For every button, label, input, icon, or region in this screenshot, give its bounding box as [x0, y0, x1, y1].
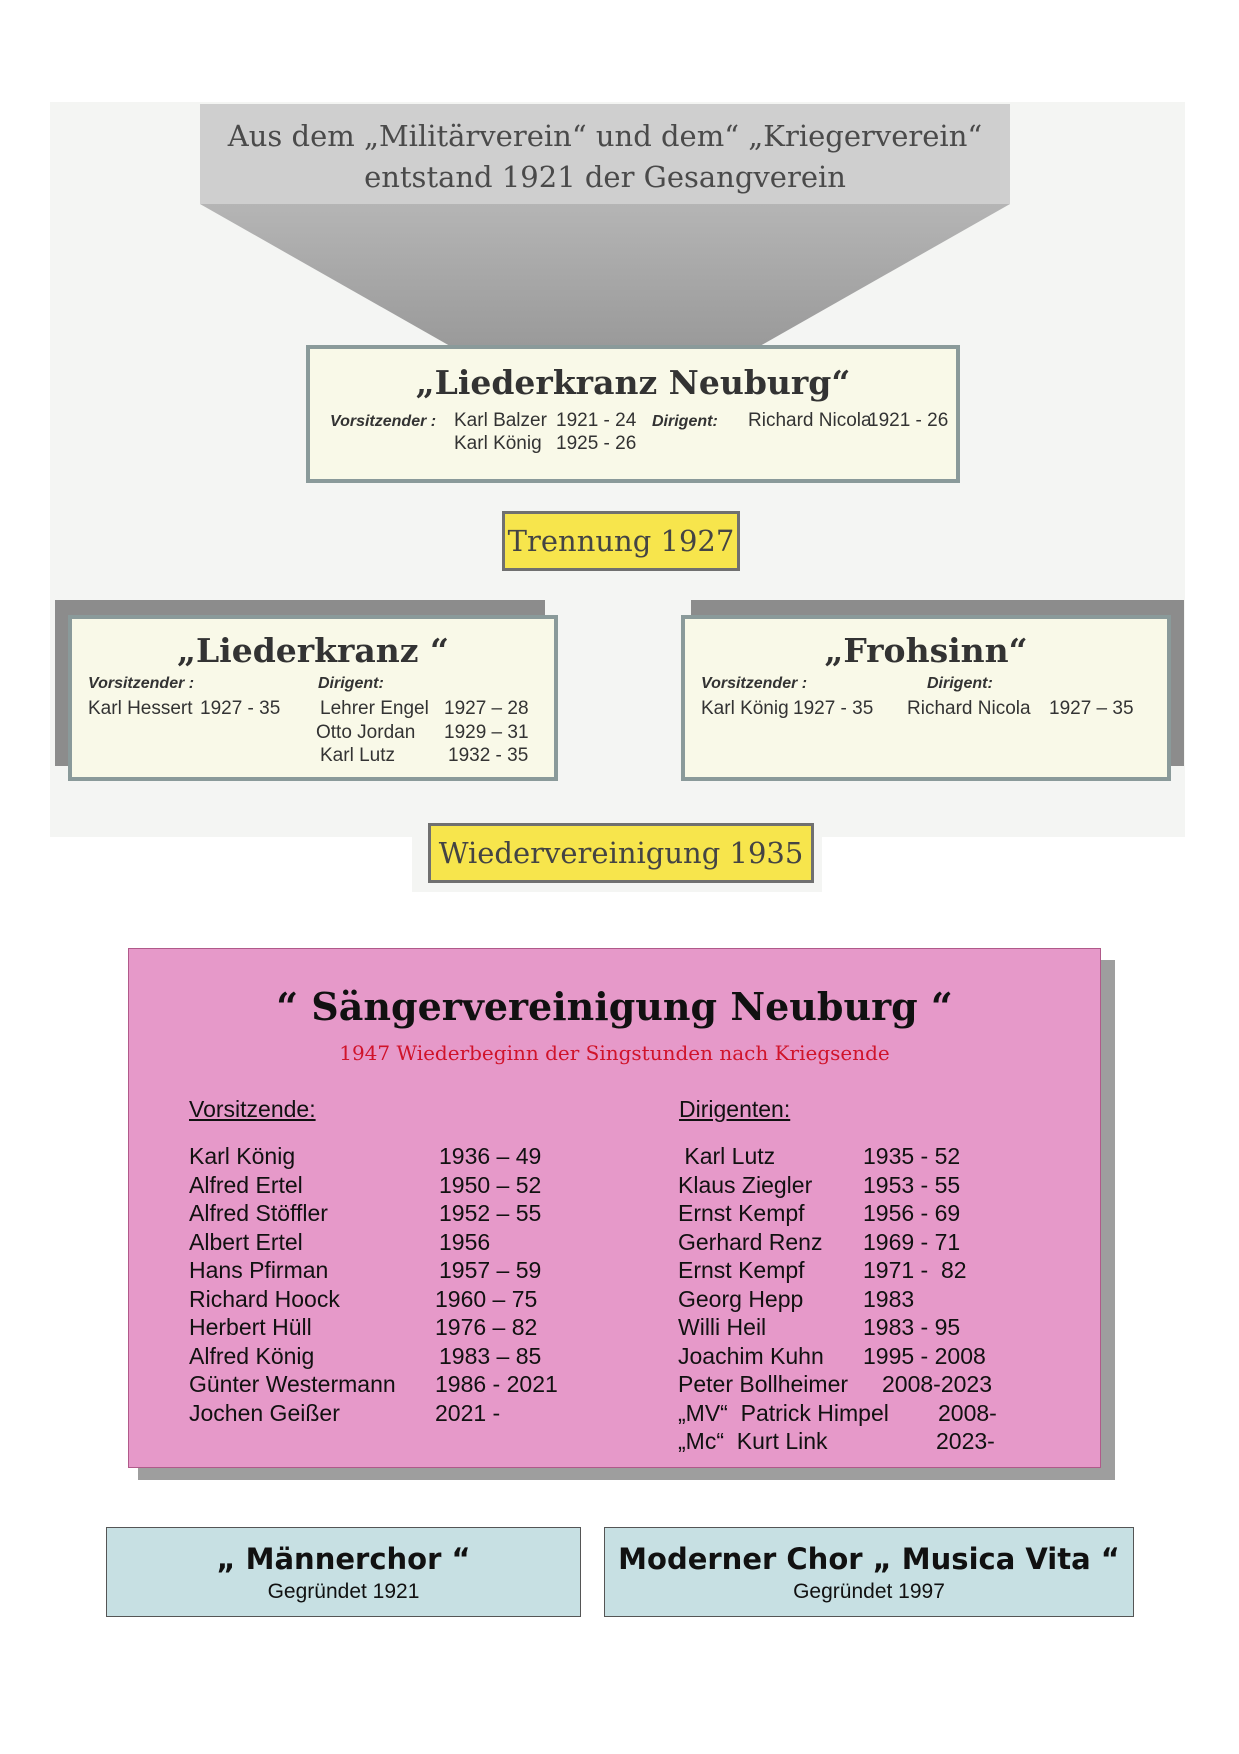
- chair-years: 1927 - 35: [200, 698, 281, 719]
- conductor-years: 1927 – 28: [444, 698, 529, 719]
- conductor-row-name: Ernst Kempf: [678, 1200, 805, 1226]
- conductor-row-name: Peter Bollheimer: [678, 1371, 849, 1397]
- chair-row-years: 1960 – 75: [435, 1285, 538, 1312]
- origin-text: [200, 116, 1010, 198]
- chair-name: Karl Hessert: [88, 698, 193, 719]
- conductor-row: [678, 1285, 1088, 1314]
- maennerchor-box: [106, 1527, 581, 1617]
- conductor-row-years: 1983 - 95: [863, 1314, 961, 1340]
- chair-row-name: Albert Ertel: [189, 1228, 303, 1255]
- conductor-row-years: 1995 - 2008: [863, 1342, 986, 1369]
- chair-row-years: 1956: [439, 1228, 491, 1255]
- chair-years: 1925 - 26: [556, 433, 637, 454]
- chair-row-name: Alfred Stöffler: [189, 1200, 328, 1226]
- liederkranz-title: „Liederkranz “: [176, 631, 449, 670]
- chair-row-years: 1986 - 2021: [435, 1371, 558, 1397]
- conductor-row-years: 1983: [863, 1285, 915, 1312]
- chair-row: [189, 1142, 609, 1171]
- chair-label: Vorsitzender :: [330, 413, 437, 430]
- conductor-row-years: 2023-: [936, 1428, 995, 1454]
- chairs-list: [189, 1142, 609, 1427]
- conductor-label: Dirigent:: [927, 675, 993, 692]
- chair-row: [189, 1256, 609, 1285]
- conductor-name: Richard Nicola: [748, 410, 872, 431]
- conductor-row: [678, 1427, 1088, 1456]
- conductor-name: Otto Jordan: [316, 722, 416, 743]
- conductor-row: [678, 1342, 1088, 1371]
- chair-row-name: Günter Westermann: [189, 1371, 396, 1397]
- chair-name: Karl König: [701, 698, 789, 719]
- chair-row-name: Jochen Geißer: [189, 1399, 340, 1426]
- chairs-heading: Vorsitzende:: [189, 1096, 316, 1122]
- conductor-row: [678, 1313, 1088, 1342]
- choir-founded: Gegründet 1997: [793, 1580, 945, 1603]
- chair-row: [189, 1171, 609, 1200]
- origin-line-1: Aus dem „Militärverein“ und dem“ „Kriegerverein“: [227, 119, 983, 153]
- choir-founded: Gegründet 1921: [267, 1580, 420, 1603]
- chair-years: 1927 - 35: [793, 698, 874, 719]
- conductor-years: 1932 - 35: [448, 745, 529, 766]
- chair-row-name: Alfred Ertel: [189, 1171, 303, 1198]
- conductor-row-name: Ernst Kempf: [678, 1257, 805, 1283]
- frohsinn-title: „Frohsinn“: [824, 631, 1028, 670]
- chair-row: [189, 1228, 609, 1257]
- chair-row-name: Karl König: [189, 1143, 296, 1169]
- conductor-row: [678, 1142, 1088, 1171]
- conductors-list: [678, 1142, 1088, 1456]
- choir-title: „ Männerchor “: [216, 1542, 471, 1576]
- saengervereinigung-subtitle: 1947 Wiederbeginn der Singstunden nach Kriegsende: [339, 1041, 890, 1065]
- chair-row: [189, 1370, 609, 1399]
- frohsinn-box: [681, 615, 1171, 781]
- conductor-name: Lehrer Engel: [320, 698, 429, 719]
- chair-label: Vorsitzender :: [701, 675, 808, 692]
- saengervereinigung-card: [128, 948, 1101, 1468]
- chair-row-name: Hans Pfirman: [189, 1257, 329, 1283]
- conductor-label: Dirigent:: [652, 413, 718, 430]
- conductor-row-name: „Mc“ Kurt Link: [678, 1428, 828, 1454]
- chair-row: [189, 1313, 609, 1342]
- liederkranz-neuburg-box: [306, 345, 960, 483]
- conductor-row-name: Klaus Ziegler: [678, 1171, 813, 1198]
- chair-name: Karl Balzer: [454, 410, 547, 431]
- conductor-row: [678, 1399, 1088, 1428]
- chair-row: [189, 1285, 609, 1314]
- conductor-row: [678, 1370, 1088, 1399]
- conductor-row: [678, 1199, 1088, 1228]
- chair-row: [189, 1342, 609, 1371]
- chair-name: Karl König: [454, 433, 542, 454]
- conductor-row-years: 1956 - 69: [863, 1200, 961, 1226]
- conductor-row-name: Gerhard Renz: [678, 1228, 823, 1255]
- conductor-years: 1929 – 31: [444, 722, 529, 743]
- conductor-row-years: 1969 - 71: [863, 1228, 961, 1255]
- conductor-row: [678, 1256, 1088, 1285]
- split-label: Trennung 1927: [502, 511, 740, 571]
- conductor-row-name: „MV“ Patrick Himpel: [678, 1399, 889, 1426]
- reunion-label: Wiedervereinigung 1935: [428, 823, 814, 883]
- chair-row-years: 1952 – 55: [439, 1200, 542, 1226]
- chair-row-years: 1950 – 52: [439, 1171, 542, 1198]
- chair-row-years: 1976 – 82: [435, 1314, 538, 1340]
- musica-vita-box: [604, 1527, 1134, 1617]
- conductor-row-years: 2008-2023: [882, 1371, 992, 1397]
- conductor-row-name: Willi Heil: [678, 1314, 767, 1340]
- conductor-row-years: 2008-: [938, 1399, 997, 1426]
- chair-row-years: 1957 – 59: [439, 1257, 542, 1283]
- chair-row-name: Herbert Hüll: [189, 1314, 312, 1340]
- conductor-years: 1927 – 35: [1049, 698, 1134, 719]
- chair-row: [189, 1399, 609, 1428]
- conductor-row-name: Joachim Kuhn: [678, 1342, 824, 1369]
- chair-row-years: 2021 -: [435, 1399, 501, 1426]
- conductor-label: Dirigent:: [318, 675, 384, 692]
- conductor-row: [678, 1228, 1088, 1257]
- conductor-row-name: Karl Lutz: [678, 1143, 776, 1169]
- chair-row-years: 1936 – 49: [439, 1143, 542, 1169]
- conductors-heading: Dirigenten:: [679, 1096, 791, 1122]
- conductor-row: [678, 1171, 1088, 1200]
- liederkranz-neuburg-title: „Liederkranz Neuburg“: [415, 363, 851, 402]
- conductor-name: Karl Lutz: [320, 745, 395, 766]
- conductor-row-years: 1971 - 82: [863, 1257, 967, 1283]
- conductor-row-years: 1935 - 52: [863, 1143, 961, 1169]
- conductor-name: Richard Nicola: [907, 698, 1031, 719]
- chair-years: 1921 - 24: [556, 410, 637, 431]
- chair-row-name: Richard Hoock: [189, 1285, 340, 1312]
- conductor-row-name: Georg Hepp: [678, 1285, 804, 1312]
- conductor-row-years: 1953 - 55: [863, 1171, 961, 1198]
- saengervereinigung-title: “ Sängervereinigung Neuburg “: [276, 984, 953, 1029]
- chair-row-years: 1983 – 85: [439, 1342, 542, 1369]
- origin-line-2: entstand 1921 der Gesangverein: [364, 160, 846, 194]
- choir-title: Moderner Chor „ Musica Vita “: [618, 1542, 1120, 1576]
- chair-row-name: Alfred König: [189, 1342, 315, 1369]
- conductor-years: 1921 - 26: [868, 410, 949, 431]
- liederkranz-box: [68, 615, 558, 781]
- chair-label: Vorsitzender :: [88, 675, 195, 692]
- chair-row: [189, 1199, 609, 1228]
